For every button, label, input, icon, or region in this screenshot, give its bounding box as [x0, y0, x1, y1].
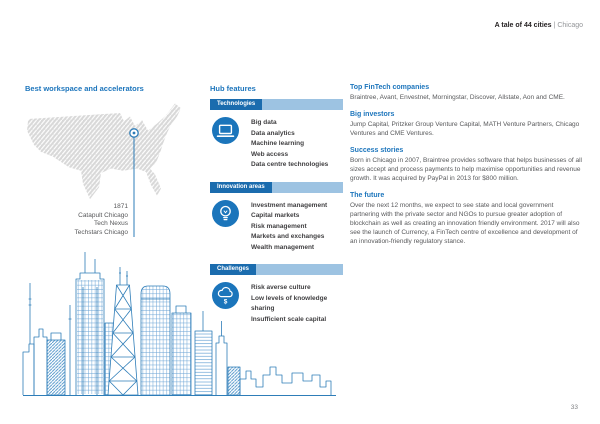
usa-outline: [27, 104, 181, 200]
workspace-item: 1871: [113, 203, 128, 210]
laptop-icon: [212, 117, 239, 144]
section-bar-innovation-areas: [210, 182, 343, 193]
section-innovation-areas: [212, 200, 343, 254]
technologies-list: [251, 118, 328, 171]
header-separator: |: [553, 22, 556, 29]
svg-text:$: $: [223, 298, 228, 306]
list-item: Data analytics: [251, 129, 295, 137]
city-name: Chicago: [557, 22, 583, 29]
list-item: Wealth management: [251, 243, 315, 251]
report-title: A tale of 44 cities: [494, 22, 552, 29]
insight-block-big-investors: [350, 111, 583, 138]
page-number: 33: [570, 404, 578, 411]
chicago-skyline-illustration: [20, 247, 340, 397]
list-item: Investment management: [251, 201, 328, 209]
workspace-item: Tech Nexus: [94, 220, 128, 228]
innovation-areas-list: [251, 201, 327, 254]
section-bar-fill: [272, 182, 343, 193]
section-label: Technologies: [210, 99, 262, 110]
workspace-item: Catapult Chicago: [78, 211, 128, 219]
insight-body: Born in Chicago in 2007, Braintree provides software that helps businesses of all sizes accept and process payments to help maximise opportunities and revenue growth. It was acquired by PayPal in 2013 for $800 million.: [350, 157, 582, 182]
hub-features-heading: Hub features: [210, 84, 256, 93]
list-item: Markets and exchanges: [251, 233, 325, 240]
insights-column: [350, 84, 583, 255]
workspace-list: [38, 203, 128, 237]
list-item: Insufficient scale capital: [251, 315, 327, 323]
page-header: [495, 22, 583, 29]
workspace-item: Techstars Chicago: [74, 228, 128, 236]
insight-body: Jump Capital, Pritzker Group Venture Capital, MATH Venture Partners, Chicago Ventures and CME Ventures.: [350, 121, 580, 137]
list-item: Web access: [251, 150, 289, 158]
insight-heading: Success stories: [350, 147, 404, 154]
list-item: Data centre technologies: [251, 161, 329, 168]
insight-heading: The future: [350, 192, 385, 199]
insight-body: Over the next 12 months, we expect to see state and local government partnering with the private sector and NGOs to pursue greater adoption of blockchain as well as creating an innovation friendly environment. 2017 will also see the launch of Currency, a FinTech centre of excellence and development of an innovation-friendly regulatory stance.: [350, 202, 580, 245]
insight-block-the-future: [350, 192, 583, 246]
lightbulb-icon: [212, 200, 239, 227]
section-bar-fill: [262, 99, 343, 110]
list-item: Low levels of knowledge sharing: [251, 294, 328, 312]
list-item: Capital markets: [251, 212, 300, 219]
section-bar-technologies: [210, 99, 343, 110]
insight-heading: Top FinTech companies: [350, 84, 430, 91]
insight-block-success-stories: [350, 147, 583, 183]
list-item: Machine learning: [251, 140, 305, 147]
insight-block-top-fintech-companies: [350, 84, 583, 102]
insight-heading: Big investors: [350, 111, 395, 118]
list-item: Risk averse culture: [251, 284, 311, 291]
list-item: Big data: [251, 119, 277, 126]
insight-body: Braintree, Avant, Envestnet, Morningstar, Discover, Allstate, Aon and CME.: [350, 94, 565, 101]
section-technologies: [212, 117, 343, 171]
list-item: Risk management: [251, 222, 307, 230]
section-label: Innovation areas: [210, 182, 272, 193]
section-label: Challenges: [210, 264, 256, 275]
workspace-heading: Best workspace and accelerators: [25, 84, 144, 93]
